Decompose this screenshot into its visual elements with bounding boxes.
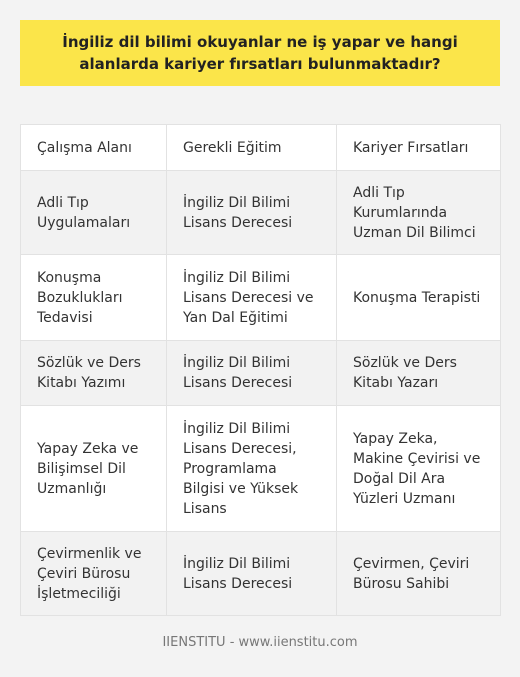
header-cell-required-education: Gerekli Eğitim — [167, 125, 337, 171]
table-cell-career-opportunities: Konuşma Terapisti — [337, 255, 501, 341]
table-cell-work-area: Çevirmenlik ve Çeviri Bürosu İşletmeciliği — [21, 532, 167, 616]
footer-credit: IIENSTITU - www.iienstitu.com — [162, 635, 358, 650]
table-cell-required-education: İngiliz Dil Bilimi Lisans Derecesi ve Yan Dal Eğitimi — [167, 255, 337, 341]
title-banner — [20, 20, 500, 86]
table-row — [21, 341, 501, 406]
table-cell-required-education: İngiliz Dil Bilimi Lisans Derecesi — [167, 341, 337, 406]
header-cell-work-area: Çalışma Alanı — [21, 125, 167, 171]
table-cell-work-area: Sözlük ve Ders Kitabı Yazımı — [21, 341, 167, 406]
table-row — [21, 406, 501, 532]
career-table — [20, 124, 501, 616]
table-row — [21, 171, 501, 255]
page-title: İngiliz dil bilimi okuyanlar ne iş yapar ve hangi alanlarda kariyer fırsatları bulunmaktadır? — [62, 33, 458, 73]
table-header-row — [21, 125, 501, 171]
table-cell-career-opportunities: Adli Tıp Kurumlarında Uzman Dil Bilimci — [337, 171, 501, 255]
table-cell-required-education: İngiliz Dil Bilimi Lisans Derecesi, Programlama Bilgisi ve Yüksek Lisans — [167, 406, 337, 532]
table-cell-career-opportunities: Yapay Zeka, Makine Çevirisi ve Doğal Dil Ara Yüzleri Uzmanı — [337, 406, 501, 532]
table-cell-career-opportunities: Sözlük ve Ders Kitabı Yazarı — [337, 341, 501, 406]
table-cell-work-area: Konuşma Bozuklukları Tedavisi — [21, 255, 167, 341]
table-cell-required-education: İngiliz Dil Bilimi Lisans Derecesi — [167, 171, 337, 255]
table-row — [21, 532, 501, 616]
table-cell-career-opportunities: Çevirmen, Çeviri Bürosu Sahibi — [337, 532, 501, 616]
table-cell-work-area: Yapay Zeka ve Bilişimsel Dil Uzmanlığı — [21, 406, 167, 532]
table-row — [21, 255, 501, 341]
header-cell-career-opportunities: Kariyer Fırsatları — [337, 125, 501, 171]
table-cell-work-area: Adli Tıp Uygulamaları — [21, 171, 167, 255]
table-cell-required-education: İngiliz Dil Bilimi Lisans Derecesi — [167, 532, 337, 616]
